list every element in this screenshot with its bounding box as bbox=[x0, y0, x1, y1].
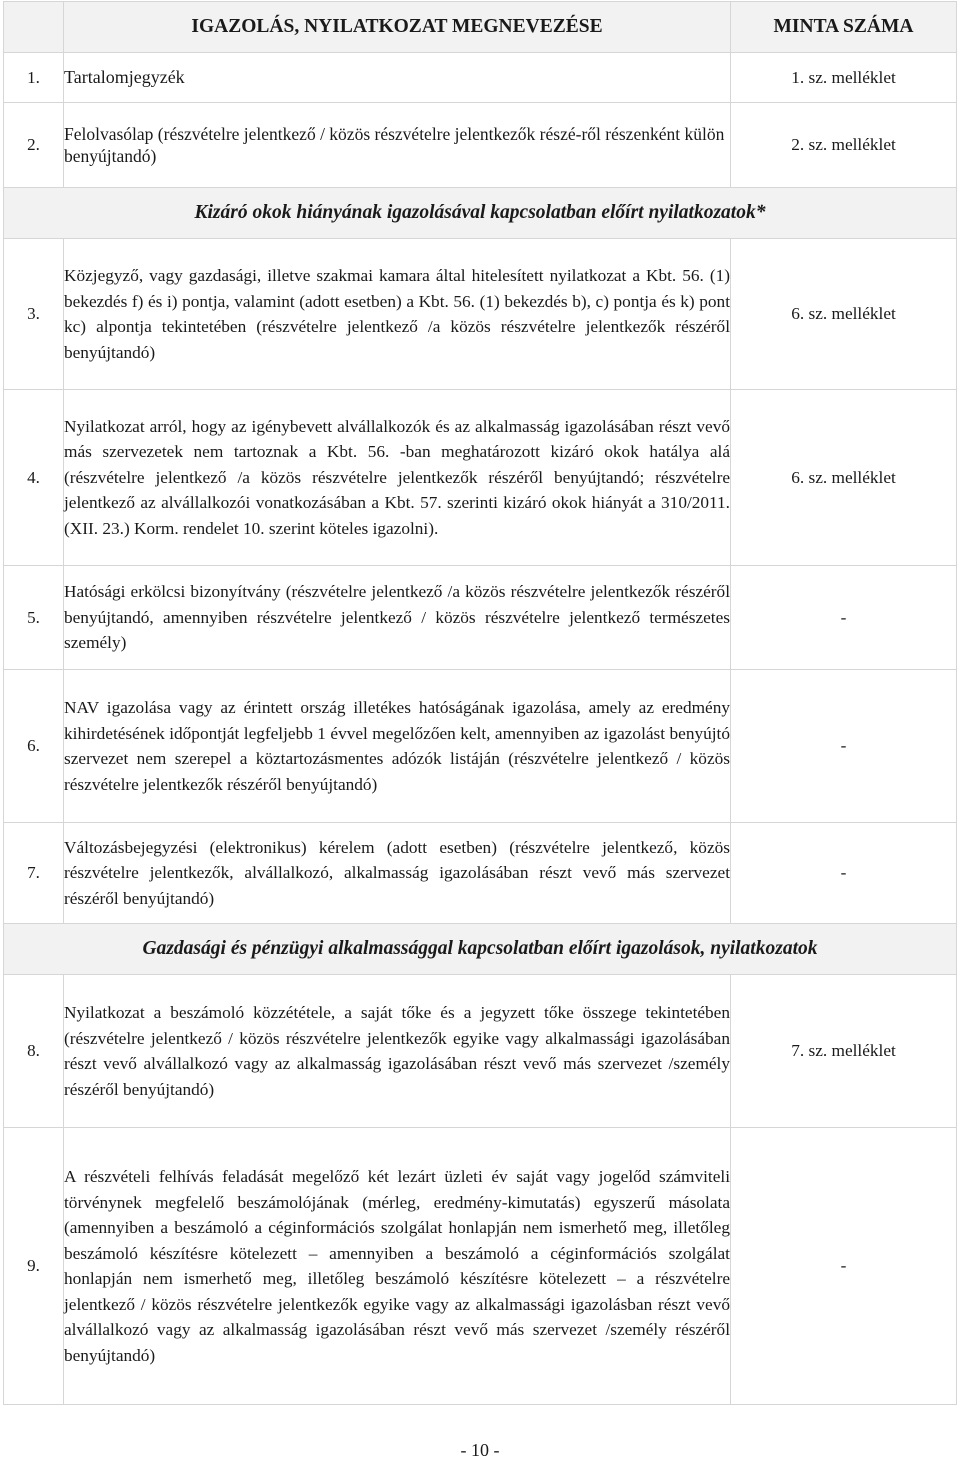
header-num-cell bbox=[4, 2, 64, 53]
row-reference: 7. sz. melléklet bbox=[731, 975, 957, 1128]
table-row bbox=[4, 239, 957, 390]
row-number: 9. bbox=[4, 1128, 64, 1405]
section-heading-exclusion: Kizáró okok hiányának igazolásával kapcsolatban előírt nyilatkozatok* bbox=[4, 188, 957, 239]
section-heading-financial: Gazdasági és pénzügyi alkalmassággal kapcsolatban előírt igazolások, nyilatkozatok bbox=[4, 924, 957, 975]
row-number: 1. bbox=[4, 53, 64, 103]
row-reference: - bbox=[731, 823, 957, 924]
table-header bbox=[4, 2, 957, 53]
page-number: - 10 - bbox=[460, 1440, 500, 1460]
row-description: Nyilatkozat arról, hogy az igénybevett alvállalkozók és az alkalmasság igazolásában részt vevő más szervezetek nem tartoznak a Kbt. 56. -ban meghatározott kizáró okok hatálya alá (részvételre jelentkező /a közös részvételre jelentkezők részéről benyújtandó; részvételre jelentkező az alvállalkozói vonatkozásában a Kbt. 57. szerinti kizáró okok hiányát a 310/2011. (XII. 23.) Korm. rendelet 10. szerint köteles igazolni). bbox=[64, 390, 731, 566]
table-row bbox=[4, 103, 957, 188]
table-row bbox=[4, 53, 957, 103]
row-description: Hatósági erkölcsi bizonyítvány (részvételre jelentkező /a közös részvételre jelentkezők részéről benyújtandó, amennyiben részvételre jelentkező / közös részvételre jelentkező természetes személy) bbox=[64, 566, 731, 670]
row-number: 3. bbox=[4, 239, 64, 390]
row-number: 7. bbox=[4, 823, 64, 924]
row-number: 8. bbox=[4, 975, 64, 1128]
row-description: Változásbejegyzési (elektronikus) kérelem (adott esetben) (részvételre jelentkező, közös részvételre jelentkezők, alvállalkozó, alkalmasság igazolásában részt vevő más szervezet részéről benyújtandó) bbox=[64, 823, 731, 924]
row-number: 4. bbox=[4, 390, 64, 566]
row-number: 6. bbox=[4, 670, 64, 823]
row-description: Tartalomjegyzék bbox=[64, 53, 731, 103]
table-row bbox=[4, 670, 957, 823]
row-description: A részvételi felhívás feladását megelőző két lezárt üzleti év saját vagy jogelőd számviteli törvénynek megfelelő beszámolójának (mérleg, eredmény-kimutatás) egyszerű másolata (amennyiben a beszámoló a céginformációs szolgálat honlapján nem ismerhető meg, illetőleg beszámoló készítésre kötelezett – amennyiben a beszámoló a céginformációs szolgálat honlapján nem ismerhető meg, illetőleg beszámoló készítésre kötelezett – a részvételre jelentkező / közös részvételre jelentkezők egyike vagy az alkalmassági igazolásban részt vevő alvállalkozó vagy az alkalmasság igazolásában részt vevő más szervezet /személy részéről benyújtandó) bbox=[64, 1128, 731, 1405]
header-title: IGAZOLÁS, NYILATKOZAT MEGNEVEZÉSE bbox=[64, 2, 731, 53]
header-sample: MINTA SZÁMA bbox=[731, 2, 957, 53]
table-row bbox=[4, 1128, 957, 1405]
row-reference: 6. sz. melléklet bbox=[731, 390, 957, 566]
row-number: 2. bbox=[4, 103, 64, 188]
row-description: Nyilatkozat a beszámoló közzététele, a saját tőke és a jegyzett tőke összege tekintetében (részvételre jelentkező / közös részvételre jelentkezők egyike vagy alkalmassági igazolásában részt vevő alvállalkozó vagy az alkalmasság igazolásában részt vevő más szervezet /személy részéről benyújtandó) bbox=[64, 975, 731, 1128]
row-description: NAV igazolása vagy az érintett ország illetékes hatóságának igazolása, amely az eredmény kihirdetésének időpontját legfeljebb 1 évvel megelőzően kelt, amennyiben az igazolást benyújtó szervezet nem szerepel a köztartozásmentes adózók listáján (részvételre jelentkező / közös részvételre jelentkezők részéről benyújtandó) bbox=[64, 670, 731, 823]
document-table bbox=[3, 1, 957, 1405]
row-reference: 6. sz. melléklet bbox=[731, 239, 957, 390]
row-reference: - bbox=[731, 566, 957, 670]
table-row bbox=[4, 390, 957, 566]
section-heading-row bbox=[4, 924, 957, 975]
table-row bbox=[4, 975, 957, 1128]
row-reference: - bbox=[731, 1128, 957, 1405]
table-row bbox=[4, 823, 957, 924]
table-row bbox=[4, 566, 957, 670]
row-reference: - bbox=[731, 670, 957, 823]
row-number: 5. bbox=[4, 566, 64, 670]
row-description: Felolvasólap (részvételre jelentkező / közös részvételre jelentkezők részé-ről részenként külön benyújtandó) bbox=[64, 103, 731, 188]
row-reference: 1. sz. melléklet bbox=[731, 53, 957, 103]
section-heading-row bbox=[4, 188, 957, 239]
row-description: Közjegyző, vagy gazdasági, illetve szakmai kamara által hitelesített nyilatkozat a Kbt. 56. (1) bekezdés f) és i) pontja, valamint (adott esetben) a Kbt. 56. (1) bekezdés b), c) pontja és k) pont kc) alpontja tekintetében (részvételre jelentkező /a közös részvételre jelentkezők részéről benyújtandó) bbox=[64, 239, 731, 390]
row-reference: 2. sz. melléklet bbox=[731, 103, 957, 188]
